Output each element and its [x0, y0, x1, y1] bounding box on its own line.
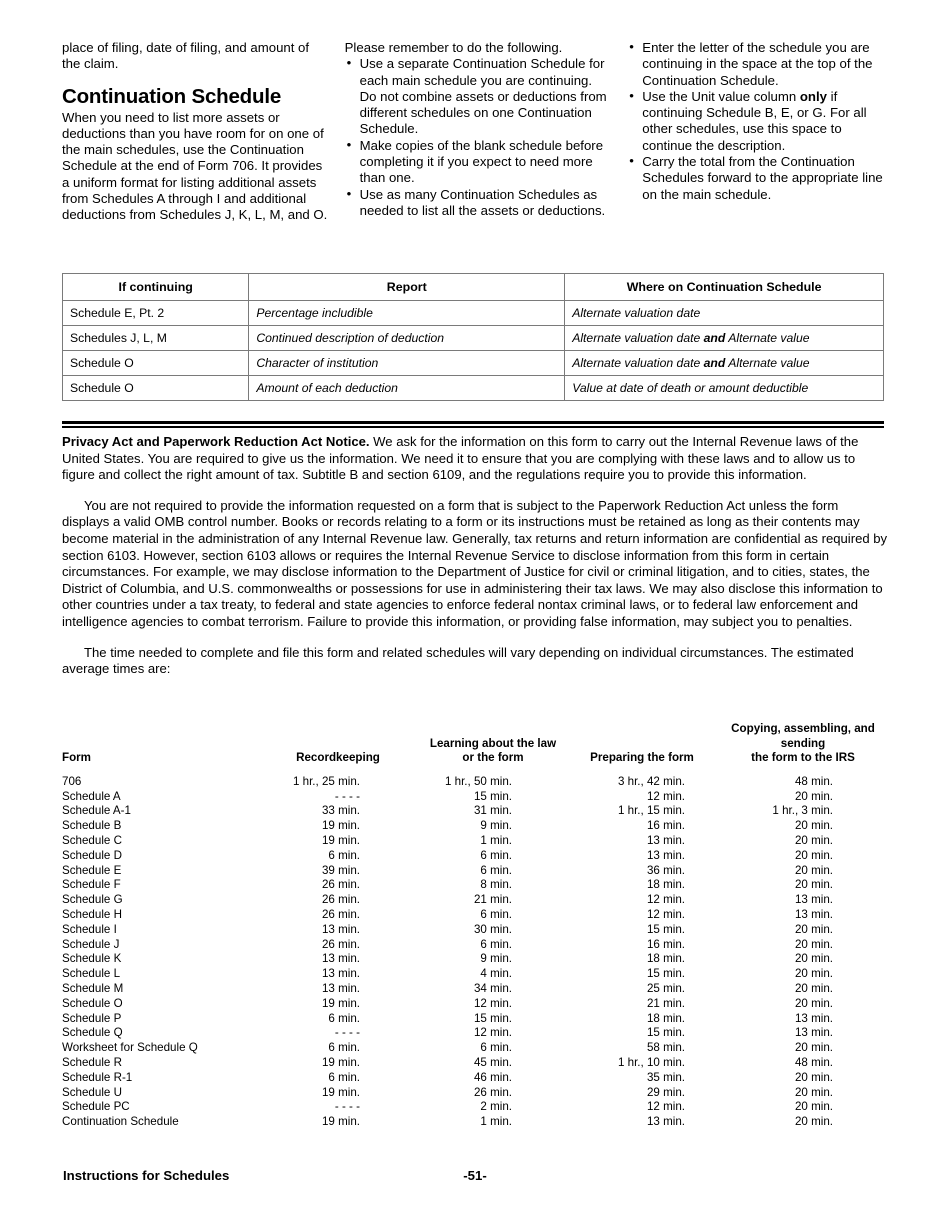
cell-form: Continuation Schedule — [62, 1115, 179, 1129]
cell-learning: 12 min. — [473, 1026, 512, 1040]
cell-form: Schedule O — [62, 996, 123, 1010]
cell-learning: 30 min. — [473, 922, 512, 936]
cell-form: Schedule P — [62, 1011, 122, 1025]
cell-recordkeeping: 33 min. — [321, 804, 360, 818]
cell-recordkeeping: - - - - — [334, 1100, 360, 1114]
cell-learning: 6 min. — [480, 1041, 512, 1055]
cell-learning: 6 min. — [480, 937, 512, 951]
cell-form: Schedule PC — [62, 1100, 130, 1114]
cell-copying: 1 hr., 3 min. — [772, 804, 833, 818]
cell-preparing: 25 min. — [646, 981, 685, 995]
cell-learning: 1 min. — [480, 1115, 512, 1129]
cell-report: Character of institution — [249, 351, 565, 376]
cell-form: Schedule D — [62, 848, 122, 862]
table-header-row — [63, 274, 884, 301]
cell-preparing: 18 min. — [646, 952, 685, 966]
cell-preparing: 36 min. — [646, 863, 685, 877]
bullet-unit-value-pre: Use the Unit value column — [642, 88, 800, 104]
cell-where-post: Alternate value — [725, 356, 810, 370]
table-row — [62, 967, 890, 982]
privacy-act-notice — [62, 434, 888, 692]
cell-where — [565, 326, 884, 351]
cell-preparing: 1 hr., 10 min. — [617, 1055, 685, 1069]
cell-where-post: Alternate value — [725, 331, 810, 345]
cell-preparing: 15 min. — [646, 967, 685, 981]
cell-recordkeeping: 19 min. — [321, 996, 360, 1010]
cell-preparing: 12 min. — [646, 907, 685, 921]
cell-learning: 15 min. — [473, 1011, 512, 1025]
table-row — [63, 376, 884, 401]
instruction-column-left — [62, 40, 345, 224]
cell-learning: 8 min. — [480, 878, 512, 892]
cell-recordkeeping: - - - - — [334, 1026, 360, 1040]
cell-copying: 13 min. — [794, 893, 833, 907]
cell-copying: 20 min. — [794, 1070, 833, 1084]
cell-recordkeeping: 1 hr., 25 min. — [292, 774, 360, 788]
cell-recordkeeping: 19 min. — [321, 1115, 360, 1129]
cell-learning: 6 min. — [480, 848, 512, 862]
cell-recordkeeping: 13 min. — [321, 967, 360, 981]
cell-learning: 21 min. — [473, 893, 512, 907]
cell-copying: 20 min. — [794, 848, 833, 862]
cell-recordkeeping: 6 min. — [328, 1041, 360, 1055]
cell-recordkeeping: 26 min. — [321, 937, 360, 951]
cell-learning: 6 min. — [480, 863, 512, 877]
cell-form: Schedule Q — [62, 1026, 123, 1040]
cell-preparing: 13 min. — [646, 833, 685, 847]
cell-learning: 9 min. — [480, 819, 512, 833]
cell-learning: 34 min. — [473, 981, 512, 995]
table-row — [63, 351, 884, 376]
divider-thin-line — [62, 426, 884, 428]
cell-form: Schedule R — [62, 1055, 122, 1069]
cell-form: Schedule M — [62, 981, 124, 995]
cell-recordkeeping: 19 min. — [321, 1055, 360, 1069]
table-row — [62, 864, 890, 879]
cell-report: Amount of each deduction — [249, 376, 565, 401]
cell-form: Schedule F — [62, 878, 121, 892]
cell-preparing: 15 min. — [646, 1026, 685, 1040]
cell-recordkeeping: 19 min. — [321, 1085, 360, 1099]
cell-preparing: 18 min. — [646, 878, 685, 892]
cell-where-pre: Alternate valuation date — [572, 306, 701, 320]
cell-copying: 20 min. — [794, 922, 833, 936]
cell-copying: 20 min. — [794, 819, 833, 833]
cell-recordkeeping: 13 min. — [321, 952, 360, 966]
table-row — [62, 1056, 890, 1071]
cell-copying: 20 min. — [794, 981, 833, 995]
cell-copying: 13 min. — [794, 907, 833, 921]
cell-copying: 20 min. — [794, 833, 833, 847]
cell-form: Schedule A — [62, 789, 121, 803]
table-row — [62, 893, 890, 908]
cell-form: Schedule R-1 — [62, 1070, 133, 1084]
cell-copying: 20 min. — [794, 1085, 833, 1099]
cell-form: Schedule A-1 — [62, 804, 131, 818]
cell-recordkeeping: 6 min. — [328, 1070, 360, 1084]
bullet-unit-value — [627, 89, 890, 154]
cell-report: Continued description of deduction — [249, 326, 565, 351]
lead-paragraph: place of filing, date of filing, and amount of the claim. — [62, 40, 310, 72]
cell-copying: 20 min. — [794, 1100, 833, 1114]
cell-form: Schedule U — [62, 1085, 122, 1099]
remember-intro: Please remember to do the following. — [344, 40, 563, 55]
continuation-reference-table — [62, 273, 884, 401]
cell-copying: 20 min. — [794, 937, 833, 951]
cell-preparing: 12 min. — [646, 789, 685, 803]
page-number: -51- — [463, 1168, 487, 1183]
cell-preparing: 18 min. — [646, 1011, 685, 1025]
table-row — [62, 1041, 890, 1056]
column-header-report: Report — [249, 274, 565, 301]
cell-learning: 31 min. — [473, 804, 512, 818]
cell-preparing: 3 hr., 42 min. — [617, 774, 685, 788]
cell-where-pre: Alternate valuation date — [572, 331, 704, 345]
cell-preparing: 15 min. — [646, 922, 685, 936]
table-row — [63, 301, 884, 326]
cell-recordkeeping: 13 min. — [321, 922, 360, 936]
column-header-copying — [716, 722, 890, 775]
cell-where-bold: and — [703, 331, 726, 345]
cell-where-pre: Alternate valuation date — [572, 356, 704, 370]
cell-copying: 20 min. — [794, 1115, 833, 1129]
table-row — [62, 997, 890, 1012]
cell-preparing: 16 min. — [646, 937, 685, 951]
cell-learning: 15 min. — [473, 789, 512, 803]
time-table-header-row — [62, 722, 890, 775]
cell-form: Schedule K — [62, 952, 122, 966]
cell-copying: 20 min. — [794, 967, 833, 981]
section-divider — [62, 421, 884, 428]
cell-report: Percentage includible — [249, 301, 565, 326]
table-row — [62, 849, 890, 864]
cell-recordkeeping: 19 min. — [321, 819, 360, 833]
cell-preparing: 12 min. — [646, 1100, 685, 1114]
cell-recordkeeping: 26 min. — [321, 907, 360, 921]
privacy-paragraph-3: The time needed to complete and file this form and related schedules will vary depending on individual circumstances. The estimated average times are: — [62, 644, 854, 677]
instruction-column-middle — [345, 40, 628, 224]
privacy-paragraph-2: You are not required to provide the information requested on a form that is subject to the Paperwork Reduction Act unless the form displays a valid OMB control number. Books or records relating to a form or its instructions must be retained as long as their contents may become material in the administration of any Internal Revenue law. Generally, tax returns and return information are confidential as required by section 6103. However, section 6103 allows or requires the Internal Revenue Service to disclose information from this form in certain circumstances. For example, we may disclose information to the Department of Justice for civil or criminal litigation, and to cities, states, the District of Columbia, and U.S. commonwealths or possessions for use in administering their tax laws. We may also disclose this information to other countries under a tax treaty, to federal and state agencies to enforce federal nontax criminal laws, or to federal law enforcement and intelligence agencies to combat terrorism. Failure to provide this information, or providing false information, may subject you to penalties. — [62, 497, 888, 629]
cell-preparing: 1 hr., 15 min. — [617, 804, 685, 818]
bullet-unit-value-emphasis: only — [799, 88, 827, 104]
cell-copying: 48 min. — [794, 774, 833, 788]
bullet-use-as-many: • Use as many Continuation Schedules as needed to list all the assets or deductions. — [345, 187, 612, 220]
cell-learning: 9 min. — [480, 952, 512, 966]
column-header-where: Where on Continuation Schedule — [565, 274, 884, 301]
cell-where — [565, 376, 884, 401]
table-row — [62, 775, 890, 790]
bullet-make-copies: • Make copies of the blank schedule before completing it if you expect to need more than one. — [345, 138, 612, 187]
cell-copying: 13 min. — [794, 1026, 833, 1040]
privacy-heading: Privacy Act and Paperwork Reduction Act Notice. — [62, 434, 370, 449]
cell-if-continuing: Schedule O — [63, 376, 249, 401]
cell-learning: 4 min. — [480, 967, 512, 981]
table-row — [62, 819, 890, 834]
bullet-separate-schedule: • Use a separate Continuation Schedule for each main schedule you are continuing. Do not combine assets or deductions from different schedules on one Continuation Schedule. — [345, 56, 612, 137]
continuation-schedule-body: When you need to list more assets or deductions than you have room for on one of the main schedules, use the Continuation Schedule at the end of Form 706. It provides a uniform format for listing additional assets from Schedules A through I and additional deductions from Schedules J, K, L, M, and O. — [62, 109, 328, 223]
cell-preparing: 21 min. — [646, 996, 685, 1010]
cell-preparing: 16 min. — [646, 819, 685, 833]
cell-learning: 45 min. — [473, 1055, 512, 1069]
cell-learning: 46 min. — [473, 1070, 512, 1084]
cell-recordkeeping: 6 min. — [328, 1011, 360, 1025]
cell-form: Worksheet for Schedule Q — [62, 1041, 198, 1055]
table-row — [62, 1012, 890, 1027]
table-row — [62, 1026, 890, 1041]
cell-form: Schedule I — [62, 922, 117, 936]
cell-learning: 2 min. — [480, 1100, 512, 1114]
column-header-if-continuing: If continuing — [63, 274, 249, 301]
cell-recordkeeping: 6 min. — [328, 848, 360, 862]
cell-where — [565, 351, 884, 376]
instruction-column-right — [627, 40, 890, 224]
page-title: Continuation Schedule — [62, 84, 282, 108]
cell-learning: 12 min. — [473, 996, 512, 1010]
time-table-body — [62, 775, 890, 1130]
bullet-unit-value-post: if continuing Schedule B, E, or G. For all other schedules, use this space to continue the description. — [642, 88, 867, 153]
cell-copying: 20 min. — [794, 996, 833, 1010]
table-row — [62, 834, 890, 849]
cell-form: Schedule B — [62, 819, 122, 833]
cell-copying: 20 min. — [794, 863, 833, 877]
table-row — [62, 878, 890, 893]
cell-form: 706 — [62, 774, 82, 788]
privacy-paragraph-1 — [62, 434, 888, 484]
table-row — [62, 923, 890, 938]
cell-copying: 20 min. — [794, 1041, 833, 1055]
column-header-learning-line2: or the form — [462, 751, 524, 765]
cell-copying: 20 min. — [794, 952, 833, 966]
cell-recordkeeping: 26 min. — [321, 893, 360, 907]
instruction-columns — [62, 40, 890, 224]
cell-preparing: 13 min. — [646, 1115, 685, 1129]
cell-preparing: 13 min. — [646, 848, 685, 862]
cell-if-continuing: Schedule O — [63, 351, 249, 376]
table-row — [62, 804, 890, 819]
cell-form: Schedule H — [62, 907, 122, 921]
cell-preparing: 12 min. — [646, 893, 685, 907]
bullet-carry-total: • Carry the total from the Continuation Schedules forward to the appropriate line on the main schedule. — [627, 154, 890, 203]
footer-label: Instructions for Schedules — [63, 1168, 230, 1183]
cell-form: Schedule C — [62, 833, 122, 847]
cell-recordkeeping: 26 min. — [321, 878, 360, 892]
cell-where — [565, 301, 884, 326]
column-header-recordkeeping: Recordkeeping — [296, 751, 380, 765]
column-header-form: Form — [62, 751, 91, 765]
table-row — [62, 790, 890, 805]
cell-where-pre: Value at date of death or amount deductible — [572, 381, 809, 395]
table-row — [62, 908, 890, 923]
cell-preparing: 58 min. — [646, 1041, 685, 1055]
table-row — [62, 1071, 890, 1086]
column-header-learning-line1: Learning about the law — [429, 736, 557, 750]
column-header-copying-line1: Copying, assembling, and sending — [731, 722, 875, 750]
cell-recordkeeping: 39 min. — [321, 863, 360, 877]
column-header-learning — [418, 722, 568, 775]
table-row — [62, 952, 890, 967]
cell-copying: 20 min. — [794, 789, 833, 803]
cell-if-continuing: Schedules J, L, M — [63, 326, 249, 351]
table-row — [63, 326, 884, 351]
cell-form: Schedule J — [62, 937, 120, 951]
cell-learning: 1 min. — [480, 833, 512, 847]
cell-copying: 20 min. — [794, 878, 833, 892]
cell-if-continuing: Schedule E, Pt. 2 — [63, 301, 249, 326]
cell-form: Schedule L — [62, 967, 121, 981]
privacy-paragraph-1-text: We ask for the information on this form to carry out the Internal Revenue laws of the United States. You are required to give us the information. We need it to ensure that you are complying with these laws and to allow us to figure and collect the right amount of tax. Subtitle B and section 6109, and the regulations require you to provide this information. — [62, 434, 859, 483]
cell-learning: 26 min. — [473, 1085, 512, 1099]
bullet-enter-letter: • Enter the letter of the schedule you are continuing in the space at the top of the Continuation Schedule. — [627, 40, 890, 89]
cell-preparing: 35 min. — [646, 1070, 685, 1084]
table-row — [62, 938, 890, 953]
cell-preparing: 29 min. — [646, 1085, 685, 1099]
table-row — [62, 1086, 890, 1101]
cell-form: Schedule G — [62, 893, 123, 907]
cell-recordkeeping: 13 min. — [321, 981, 360, 995]
cell-recordkeeping: 19 min. — [321, 833, 360, 847]
table-row — [62, 1115, 890, 1130]
table-row — [62, 982, 890, 997]
cell-where-bold: and — [703, 356, 726, 370]
cell-learning: 1 hr., 50 min. — [444, 774, 512, 788]
cell-copying: 48 min. — [794, 1055, 833, 1069]
cell-recordkeeping: - - - - — [334, 789, 360, 803]
column-header-copying-line2: the form to the IRS — [751, 751, 855, 765]
column-header-preparing: Preparing the form — [590, 751, 694, 765]
cell-learning: 6 min. — [480, 907, 512, 921]
table-row — [62, 1100, 890, 1115]
cell-copying: 13 min. — [794, 1011, 833, 1025]
cell-form: Schedule E — [62, 863, 122, 877]
time-estimates-table — [62, 722, 890, 1130]
